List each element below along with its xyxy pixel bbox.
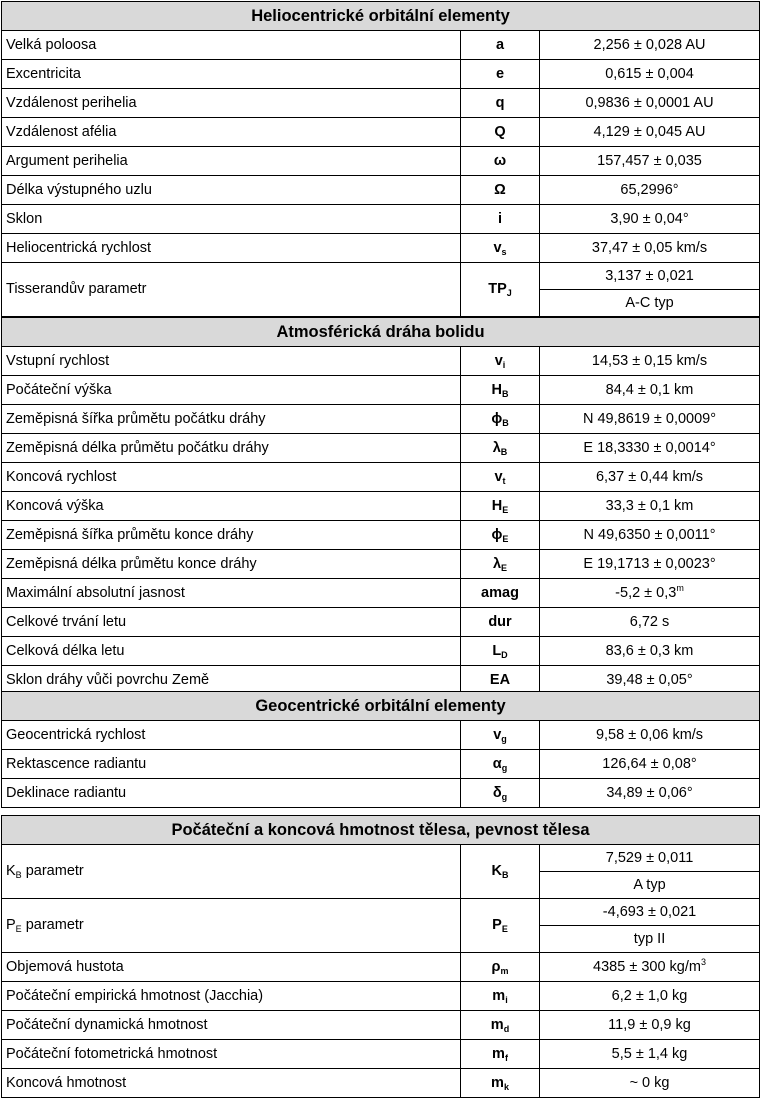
parameter-symbol xyxy=(461,1069,540,1098)
parameter-name xyxy=(2,1040,461,1069)
parameter-symbol xyxy=(461,147,540,176)
parameter-symbol xyxy=(461,463,540,492)
symbol-subscript: E xyxy=(501,924,508,935)
value-text: E 18,3330 ± 0,0014° xyxy=(583,439,716,456)
parameter-value xyxy=(540,845,760,872)
parameter-value xyxy=(540,721,760,750)
value-text: 126,64 ± 0,08° xyxy=(602,755,697,772)
section-title: Počáteční a koncová hmotnost tělesa, pevnost tělesa xyxy=(2,816,760,845)
parameter-name-text: Zeměpisná šířka průmětu počátku dráhy xyxy=(6,410,266,427)
symbol-subscript: m xyxy=(500,965,509,976)
parameter-value xyxy=(540,89,760,118)
parameter-symbol xyxy=(461,579,540,608)
value-superscript: 3 xyxy=(700,956,706,967)
parameter-symbol xyxy=(461,750,540,779)
parameter-symbol xyxy=(461,899,540,953)
symbol-text: TP xyxy=(488,281,507,298)
parameter-name xyxy=(2,89,461,118)
parameter-symbol xyxy=(461,89,540,118)
parameter-symbol xyxy=(461,608,540,637)
parameter-value xyxy=(540,750,760,779)
symbol-subscript: k xyxy=(503,1081,509,1092)
parameter-name-text: Zeměpisná délka průmětu konce dráhy xyxy=(6,555,257,572)
parameter-symbol xyxy=(461,953,540,982)
value-text: 4385 ± 300 kg/m xyxy=(593,958,701,975)
parameter-name xyxy=(2,147,461,176)
parameter-value xyxy=(540,118,760,147)
symbol-subscript: i xyxy=(505,994,508,1005)
value-text: 84,4 ± 0,1 km xyxy=(605,381,694,398)
value-text: 11,9 ± 0,9 kg xyxy=(608,1016,691,1033)
symbol-subscript: B xyxy=(501,870,509,881)
parameter-name-text: Heliocentrická rychlost xyxy=(6,239,152,256)
symbol-subscript: E xyxy=(502,504,509,515)
parameter-symbol xyxy=(461,550,540,579)
symbol-subscript: g xyxy=(501,762,508,773)
table-row xyxy=(2,263,760,290)
parameter-value xyxy=(540,899,760,926)
parameter-value xyxy=(540,234,760,263)
parameter-type: typ II xyxy=(540,926,760,953)
parameter-symbol xyxy=(461,1011,540,1040)
parameter-name-text: Excentricita xyxy=(6,65,81,82)
table-row xyxy=(2,463,760,492)
symbol-subscript: E xyxy=(501,562,508,573)
parameter-name-text: Sklon dráhy vůči povrchu Země xyxy=(6,671,210,688)
parameter-name xyxy=(2,463,461,492)
parameter-value xyxy=(540,31,760,60)
symbol-text: m xyxy=(492,987,506,1004)
parameter-value xyxy=(540,263,760,290)
symbol-text: H xyxy=(491,497,503,514)
parameter-name-subscript: E xyxy=(15,924,22,935)
parameter-value xyxy=(540,779,760,808)
symbol-text: H xyxy=(491,381,502,398)
symbol-subscript: B xyxy=(502,417,509,428)
atmospheric-trajectory-table xyxy=(1,317,760,695)
value-text: 0,9836 ± 0,0001 AU xyxy=(585,94,714,111)
value-text: 14,53 ± 0,15 km/s xyxy=(591,352,708,369)
symbol-text: i xyxy=(497,210,503,227)
parameter-value xyxy=(540,347,760,376)
symbol-text: amag xyxy=(481,584,519,601)
parameter-symbol xyxy=(461,263,540,317)
parameter-name-text: Objemová hustota xyxy=(6,958,124,975)
parameter-name xyxy=(2,376,461,405)
table-row xyxy=(2,376,760,405)
parameter-value xyxy=(540,60,760,89)
parameter-name xyxy=(2,118,461,147)
parameter-name-text: K xyxy=(6,863,16,880)
parameter-symbol xyxy=(461,521,540,550)
parameter-symbol xyxy=(461,721,540,750)
table-row xyxy=(2,492,760,521)
heliocentric-elements-table xyxy=(1,1,760,317)
parameter-name-suffix: parametr xyxy=(21,863,84,880)
section-title: Geocentrické orbitální elementy xyxy=(2,692,760,721)
parameter-name-text: Geocentrická rychlost xyxy=(6,726,146,743)
symbol-text: K xyxy=(491,863,502,880)
parameter-name-text: Rektascence radiantu xyxy=(6,755,147,772)
table-row xyxy=(2,405,760,434)
symbol-text: P xyxy=(492,917,502,934)
parameter-value xyxy=(540,176,760,205)
parameter-name-text: Celková délka letu xyxy=(6,642,125,659)
parameter-symbol xyxy=(461,637,540,666)
parameter-name-text: Vzdálenost afélia xyxy=(6,123,117,140)
table-row xyxy=(2,721,760,750)
symbol-text: Q xyxy=(494,123,506,140)
parameter-name xyxy=(2,263,461,317)
value-text: E 19,1713 ± 0,0023° xyxy=(583,555,716,572)
symbol-text: δ xyxy=(492,784,502,801)
parameter-name xyxy=(2,637,461,666)
parameter-symbol xyxy=(461,376,540,405)
table-row xyxy=(2,118,760,147)
symbol-text: a xyxy=(495,36,505,53)
value-text: ~ 0 kg xyxy=(629,1074,670,1091)
symbol-text: q xyxy=(495,94,505,111)
parameter-name-text: P xyxy=(6,917,16,934)
table-row xyxy=(2,60,760,89)
parameter-symbol xyxy=(461,1040,540,1069)
parameter-name xyxy=(2,492,461,521)
section-title: Heliocentrické orbitální elementy xyxy=(2,2,760,31)
table-row xyxy=(2,779,760,808)
parameter-name-text: Koncová hmotnost xyxy=(6,1074,127,1091)
parameter-name xyxy=(2,60,461,89)
parameter-value xyxy=(540,405,760,434)
value-text: 65,2996° xyxy=(620,181,679,198)
parameter-symbol xyxy=(461,779,540,808)
value-text: 39,48 ± 0,05° xyxy=(606,671,693,688)
symbol-text: λ xyxy=(492,555,502,572)
parameter-name xyxy=(2,608,461,637)
table-row xyxy=(2,31,760,60)
table-row xyxy=(2,550,760,579)
parameter-name-text: Sklon xyxy=(6,210,43,227)
parameter-value xyxy=(540,1040,760,1069)
parameter-name-text: Koncová rychlost xyxy=(6,468,117,485)
symbol-text: v xyxy=(494,352,503,369)
symbol-subscript: D xyxy=(501,649,508,660)
value-text: 34,89 ± 0,06° xyxy=(606,784,693,801)
parameter-name-text: Koncová výška xyxy=(6,497,104,514)
parameter-name-text: Zeměpisná délka průmětu počátku dráhy xyxy=(6,439,269,456)
table-row xyxy=(2,637,760,666)
parameter-symbol xyxy=(461,31,540,60)
parameter-name-text: Zeměpisná šířka průmětu konce dráhy xyxy=(6,526,254,543)
parameter-value xyxy=(540,492,760,521)
parameter-name-text: Vstupní rychlost xyxy=(6,352,110,369)
table-row xyxy=(2,982,760,1011)
symbol-subscript: B xyxy=(500,446,508,457)
parameter-name xyxy=(2,845,461,899)
parameter-value xyxy=(540,147,760,176)
parameter-name-text: Délka výstupného uzlu xyxy=(6,181,152,198)
table-row xyxy=(2,521,760,550)
table-row xyxy=(2,953,760,982)
parameter-name-text: Argument perihelia xyxy=(6,152,128,169)
table-row xyxy=(2,1011,760,1040)
parameter-name xyxy=(2,579,461,608)
symbol-text: ω xyxy=(493,152,507,169)
parameter-symbol xyxy=(461,982,540,1011)
value-text: 2,256 ± 0,028 AU xyxy=(593,36,706,53)
table-row xyxy=(2,205,760,234)
value-text: 3,90 ± 0,04° xyxy=(610,210,689,227)
symbol-text: α xyxy=(492,755,502,772)
table-row xyxy=(2,347,760,376)
parameter-symbol xyxy=(461,176,540,205)
parameter-name-text: Celkové trvání letu xyxy=(6,613,127,630)
table-row xyxy=(2,234,760,263)
parameter-name-text: Počáteční dynamická hmotnost xyxy=(6,1016,208,1033)
parameter-symbol xyxy=(461,205,540,234)
value-text: 3,137 ± 0,021 xyxy=(605,267,694,284)
table-row xyxy=(2,89,760,118)
parameter-name xyxy=(2,31,461,60)
value-text: 5,5 ± 1,4 kg xyxy=(611,1045,688,1062)
symbol-text: e xyxy=(495,65,505,82)
parameter-value xyxy=(540,579,760,608)
table-row xyxy=(2,147,760,176)
parameter-symbol xyxy=(461,845,540,899)
symbol-subscript: g xyxy=(501,791,508,802)
parameter-name-subscript: B xyxy=(15,870,22,881)
value-text: 37,47 ± 0,05 km/s xyxy=(591,239,708,256)
table-row xyxy=(2,1069,760,1098)
symbol-subscript: g xyxy=(501,733,507,744)
parameter-value xyxy=(540,434,760,463)
value-text: 4,129 ± 0,045 AU xyxy=(593,123,706,140)
parameter-name-text: Počáteční výška xyxy=(6,381,112,398)
symbol-text: v xyxy=(493,239,502,256)
parameter-name xyxy=(2,205,461,234)
table-row xyxy=(2,579,760,608)
parameter-name xyxy=(2,1011,461,1040)
value-text: 6,2 ± 1,0 kg xyxy=(611,987,688,1004)
parameter-symbol xyxy=(461,234,540,263)
section-title: Atmosférická dráha bolidu xyxy=(2,318,760,347)
value-text: 83,6 ± 0,3 km xyxy=(605,642,694,659)
parameter-name-text: Počáteční empirická hmotnost (Jacchia) xyxy=(6,987,264,1004)
parameter-name-text: Počáteční fotometrická hmotnost xyxy=(6,1045,218,1062)
parameter-type: A-C typ xyxy=(540,290,760,317)
table-row xyxy=(2,750,760,779)
parameter-symbol xyxy=(461,118,540,147)
symbol-subscript: i xyxy=(502,359,506,370)
table-row xyxy=(2,845,760,872)
parameter-name xyxy=(2,405,461,434)
parameter-value xyxy=(540,953,760,982)
parameter-value xyxy=(540,550,760,579)
parameter-value xyxy=(540,608,760,637)
value-text: -5,2 ± 0,3 xyxy=(615,584,677,601)
parameter-name xyxy=(2,176,461,205)
parameter-name-text: Tisserandův parametr xyxy=(6,281,147,298)
parameter-value xyxy=(540,982,760,1011)
table-row xyxy=(2,1040,760,1069)
mass-strength-table xyxy=(1,815,760,1098)
parameter-symbol xyxy=(461,405,540,434)
symbol-subscript: f xyxy=(504,1052,508,1063)
symbol-text: m xyxy=(490,1016,504,1033)
parameter-value xyxy=(540,1069,760,1098)
parameter-name-suffix: parametr xyxy=(21,917,84,934)
parameter-name xyxy=(2,982,461,1011)
value-text: -4,693 ± 0,021 xyxy=(602,903,697,920)
symbol-text: v xyxy=(494,468,503,485)
parameter-name xyxy=(2,1069,461,1098)
parameter-type: A typ xyxy=(540,872,760,899)
table-row xyxy=(2,434,760,463)
value-text: 6,72 s xyxy=(629,613,670,630)
symbol-text: ρ xyxy=(491,958,501,975)
table-row xyxy=(2,899,760,926)
parameter-name xyxy=(2,521,461,550)
table-row xyxy=(2,176,760,205)
parameter-name xyxy=(2,899,461,953)
symbol-text: EA xyxy=(489,671,511,688)
geocentric-elements-table xyxy=(1,691,760,808)
symbol-text: λ xyxy=(492,439,501,456)
symbol-text: ϕ xyxy=(491,526,503,543)
parameter-name xyxy=(2,721,461,750)
parameter-name xyxy=(2,347,461,376)
parameter-name xyxy=(2,434,461,463)
parameter-value xyxy=(540,463,760,492)
parameter-value xyxy=(540,637,760,666)
symbol-text: m xyxy=(492,1045,505,1062)
symbol-subscript: B xyxy=(501,388,509,399)
value-text: 7,529 ± 0,011 xyxy=(605,849,694,866)
symbol-subscript: s xyxy=(501,246,507,257)
parameter-name xyxy=(2,779,461,808)
parameter-value xyxy=(540,376,760,405)
value-text: N 49,6350 ± 0,0011° xyxy=(583,526,716,543)
parameter-name xyxy=(2,750,461,779)
value-text: 33,3 ± 0,1 km xyxy=(605,497,694,514)
table-row xyxy=(2,608,760,637)
parameter-value xyxy=(540,205,760,234)
parameter-name-text: Maximální absolutní jasnost xyxy=(6,584,185,601)
value-text: 0,615 ± 0,004 xyxy=(605,65,694,82)
parameter-name-text: Deklinace radiantu xyxy=(6,784,127,801)
symbol-subscript: t xyxy=(502,475,506,486)
parameter-symbol xyxy=(461,492,540,521)
parameter-name-text: Velká poloosa xyxy=(6,36,97,53)
parameter-symbol xyxy=(461,434,540,463)
symbol-subscript: d xyxy=(503,1023,510,1034)
symbol-text: m xyxy=(491,1074,504,1091)
symbol-text: ϕ xyxy=(491,410,503,427)
parameter-symbol xyxy=(461,60,540,89)
symbol-text: v xyxy=(493,726,502,743)
value-text: 9,58 ± 0,06 km/s xyxy=(595,726,704,743)
parameter-value xyxy=(540,521,760,550)
symbol-text: dur xyxy=(488,613,512,630)
parameter-value xyxy=(540,1011,760,1040)
value-text: 6,37 ± 0,44 km/s xyxy=(595,468,704,485)
parameter-name xyxy=(2,953,461,982)
value-text: N 49,8619 ± 0,0009° xyxy=(582,410,717,427)
symbol-subscript: E xyxy=(502,533,509,544)
parameter-name xyxy=(2,234,461,263)
symbol-text: L xyxy=(492,642,502,659)
parameter-name xyxy=(2,550,461,579)
parameter-symbol xyxy=(461,347,540,376)
value-superscript: m xyxy=(676,582,684,593)
symbol-text: Ω xyxy=(494,181,506,198)
symbol-subscript: J xyxy=(506,288,512,299)
value-text: 157,457 ± 0,035 xyxy=(597,152,702,169)
parameter-name-text: Vzdálenost perihelia xyxy=(6,94,137,111)
